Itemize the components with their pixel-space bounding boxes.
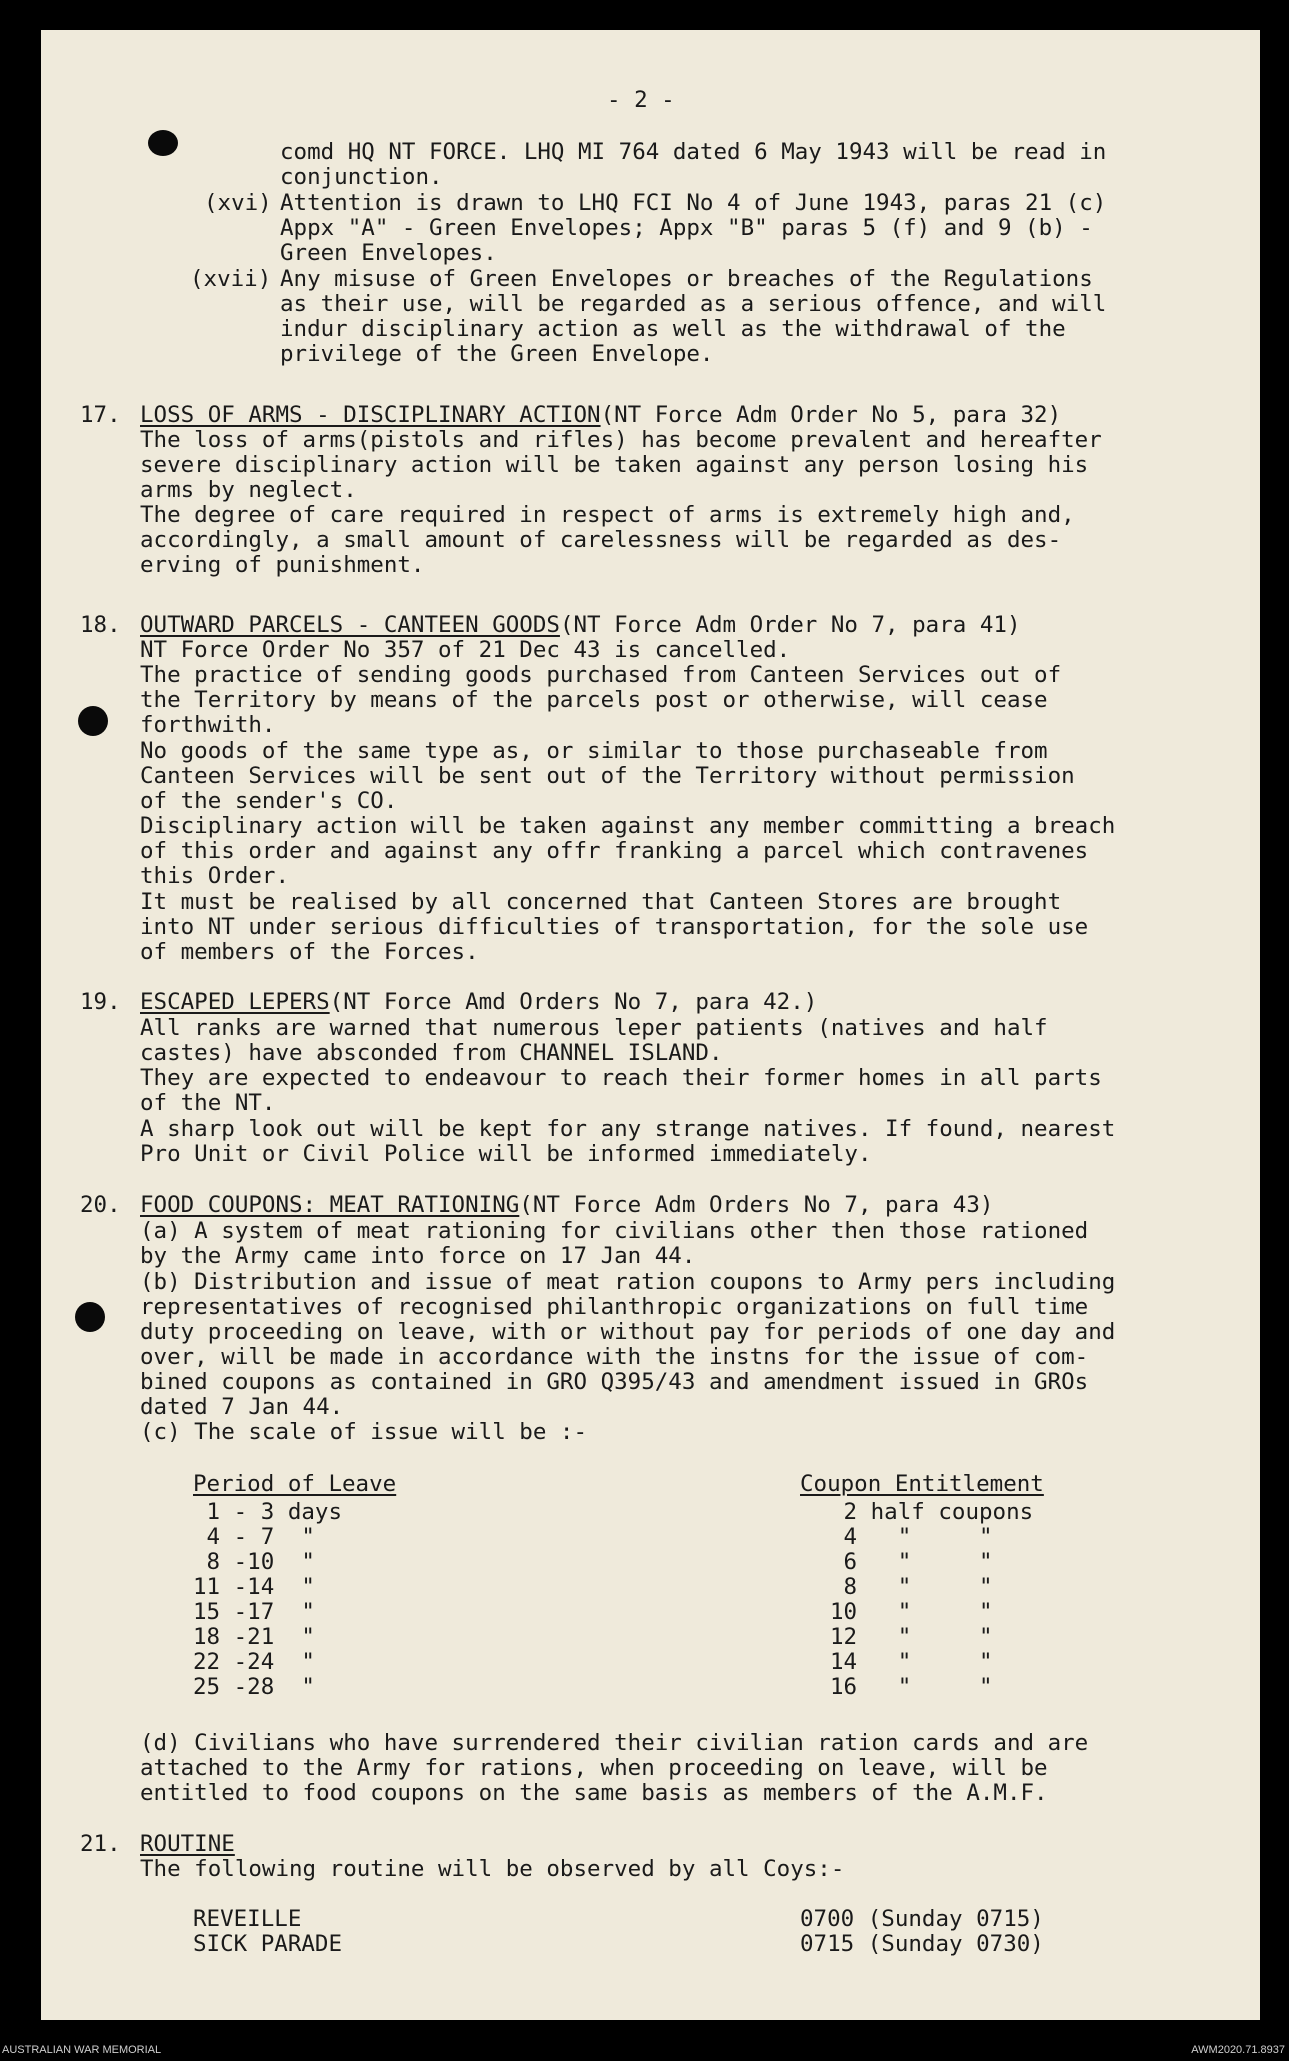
table-cell-coupons: 4 " ": [830, 1524, 993, 1550]
punch-hole-middle: [78, 706, 108, 736]
body-line: The loss of arms(pistols and rifles) has become prevalent and hereafter: [140, 427, 1102, 453]
punch-hole-top: [148, 130, 178, 156]
subpara-line: Any misuse of Green Envelopes or breaches of the Regulations: [280, 266, 1093, 292]
page-number: - 2 -: [607, 87, 675, 113]
body-line: attached to the Army for rations, when proceeding on leave, will be: [140, 1755, 1048, 1781]
section-title: OUTWARD PARCELS - CANTEEN GOODS: [140, 612, 560, 638]
body-line: All ranks are warned that numerous leper patients (natives and half: [140, 1015, 1048, 1041]
table-cell-coupons: 14 " ": [830, 1649, 993, 1675]
section-reference: (NT Force Adm Order No 5, para 32): [600, 402, 1062, 428]
body-line: this Order.: [140, 863, 290, 889]
body-line: The degree of care required in respect of arms is extremely high and,: [140, 502, 1075, 528]
table-cell-period: 4 - 7 ": [193, 1524, 315, 1550]
body-line: of the sender's CO.: [140, 788, 398, 814]
table-cell-period: 18 -21 ": [193, 1624, 315, 1650]
body-line: No goods of the same type as, or similar to those purchaseable from: [140, 738, 1048, 764]
body-line: forthwith.: [140, 712, 276, 738]
schedule-item: SICK PARADE: [193, 1931, 343, 1957]
body-line: NT Force Order No 357 of 21 Dec 43 is cancelled.: [140, 637, 791, 663]
section-heading: [140, 1193, 993, 1218]
body-line: of members of the Forces.: [140, 939, 479, 965]
body-line: (b) Distribution and issue of meat ration coupons to Army pers including: [140, 1269, 1116, 1295]
section-title: FOOD COUPONS: MEAT RATIONING: [140, 1192, 520, 1218]
body-line: dated 7 Jan 44.: [140, 1394, 344, 1420]
table-cell-period: 1 - 3 days: [193, 1499, 343, 1525]
table-cell-coupons: 8 " ": [830, 1574, 993, 1600]
body-line: Disciplinary action will be taken against any member committing a breach: [140, 813, 1116, 839]
table-cell-coupons: 6 " ": [830, 1549, 993, 1575]
body-line: of the NT.: [140, 1090, 276, 1116]
body-line: They are expected to endeavour to reach their former homes in all parts: [140, 1065, 1102, 1091]
table-cell-period: 8 -10 ": [193, 1549, 315, 1575]
subpara-number: (xvii): [190, 266, 272, 292]
section-reference: (NT Force Adm Orders No 7, para 43): [519, 1192, 994, 1218]
footer-left: AUSTRALIAN WAR MEMORIAL: [2, 2044, 162, 2056]
table-cell-coupons: 12 " ": [830, 1624, 993, 1650]
body-line: erving of punishment.: [140, 552, 425, 578]
subpara-line: indur disciplinary action as well as the withdrawal of the: [280, 316, 1066, 342]
body-line: entitled to food coupons on the same basis as members of the A.M.F.: [140, 1780, 1048, 1806]
subpara-line: Attention is drawn to LHQ FCI No 4 of June 1943, paras 21 (c): [280, 190, 1107, 216]
body-line: into NT under serious difficulties of transportation, for the sole use: [140, 914, 1089, 940]
body-line: (a) A system of meat rationing for civilians other then those rationed: [140, 1218, 1089, 1244]
table-cell-coupons: 2 half coupons: [830, 1499, 1034, 1525]
body-line: The practice of sending goods purchased from Canteen Services out of: [140, 662, 1062, 688]
section-number: 21.: [80, 1831, 121, 1857]
section-title: ROUTINE: [140, 1831, 235, 1857]
continued-line: comd HQ NT FORCE. LHQ MI 764 dated 6 May 1943 will be read in: [280, 139, 1107, 165]
body-line: by the Army came into force on 17 Jan 44.: [140, 1243, 696, 1269]
section-number: 18.: [80, 612, 121, 638]
body-line: duty proceeding on leave, with or without pay for periods of one day and: [140, 1319, 1116, 1345]
body-line: Pro Unit or Civil Police will be informed immediately.: [140, 1141, 872, 1167]
table-cell-period: 11 -14 ": [193, 1574, 315, 1600]
subpara-line: Appx "A" - Green Envelopes; Appx "B" paras 5 (f) and 9 (b) -: [280, 215, 1093, 241]
section-heading: [140, 990, 817, 1015]
subpara-line: privilege of the Green Envelope.: [280, 341, 714, 367]
subpara-line: as their use, will be regarded as a serious offence, and will: [280, 291, 1107, 317]
continued-line: conjunction.: [280, 164, 443, 190]
table-header-coupons: Coupon Entitlement: [800, 1471, 1044, 1497]
body-line: Canteen Services will be sent out of the Territory without permission: [140, 763, 1075, 789]
section-number: 19.: [80, 989, 121, 1015]
section-number: 17.: [80, 402, 121, 428]
section-heading: [140, 403, 1061, 428]
schedule-time: 0715 (Sunday 0730): [800, 1931, 1044, 1957]
body-line: representatives of recognised philanthropic organizations on full time: [140, 1294, 1089, 1320]
body-line: (d) Civilians who have surrendered their civilian ration cards and are: [140, 1730, 1089, 1756]
table-cell-period: 15 -17 ": [193, 1599, 315, 1625]
punch-hole-lower: [75, 1302, 105, 1332]
body-line: arms by neglect.: [140, 477, 357, 503]
schedule-time: 0700 (Sunday 0715): [800, 1906, 1044, 1932]
schedule-item: REVEILLE: [193, 1906, 302, 1932]
body-line: of this order and against any offr franking a parcel which contravenes: [140, 838, 1089, 864]
body-line: castes) have absconded from CHANNEL ISLAND.: [140, 1040, 723, 1066]
body-line: A sharp look out will be kept for any strange natives. If found, nearest: [140, 1116, 1116, 1142]
table-cell-period: 25 -28 ": [193, 1674, 315, 1700]
section-heading: [140, 613, 1021, 638]
subpara-line: Green Envelopes.: [280, 240, 497, 266]
section-reference: (NT Force Amd Orders No 7, para 42.): [329, 989, 818, 1015]
body-line: accordingly, a small amount of carelessness will be regarded as des-: [140, 527, 1062, 553]
section-reference: (NT Force Adm Order No 7, para 41): [559, 612, 1021, 638]
body-line: bined coupons as contained in GRO Q395/43 and amendment issued in GROs: [140, 1369, 1089, 1395]
table-header-period: Period of Leave: [193, 1471, 397, 1497]
table-cell-coupons: 10 " ": [830, 1599, 993, 1625]
body-line: the Territory by means of the parcels post or otherwise, will cease: [140, 687, 1048, 713]
table-cell-coupons: 16 " ": [830, 1674, 993, 1700]
section-number: 20.: [80, 1192, 121, 1218]
table-cell-period: 22 -24 ": [193, 1649, 315, 1675]
body-line: severe disciplinary action will be taken against any person losing his: [140, 452, 1089, 478]
section-title: LOSS OF ARMS - DISCIPLINARY ACTION: [140, 402, 601, 428]
body-line: It must be realised by all concerned that Canteen Stores are brought: [140, 889, 1062, 915]
body-line: (c) The scale of issue will be :-: [140, 1419, 588, 1445]
body-line: The following routine will be observed by all Coys:-: [140, 1856, 845, 1882]
body-line: over, will be made in accordance with the instns for the issue of com-: [140, 1344, 1089, 1370]
subpara-number: (xvi): [204, 190, 272, 216]
section-title: ESCAPED LEPERS: [140, 989, 330, 1015]
footer-right: AWM2020.71.8937: [1191, 2044, 1285, 2056]
